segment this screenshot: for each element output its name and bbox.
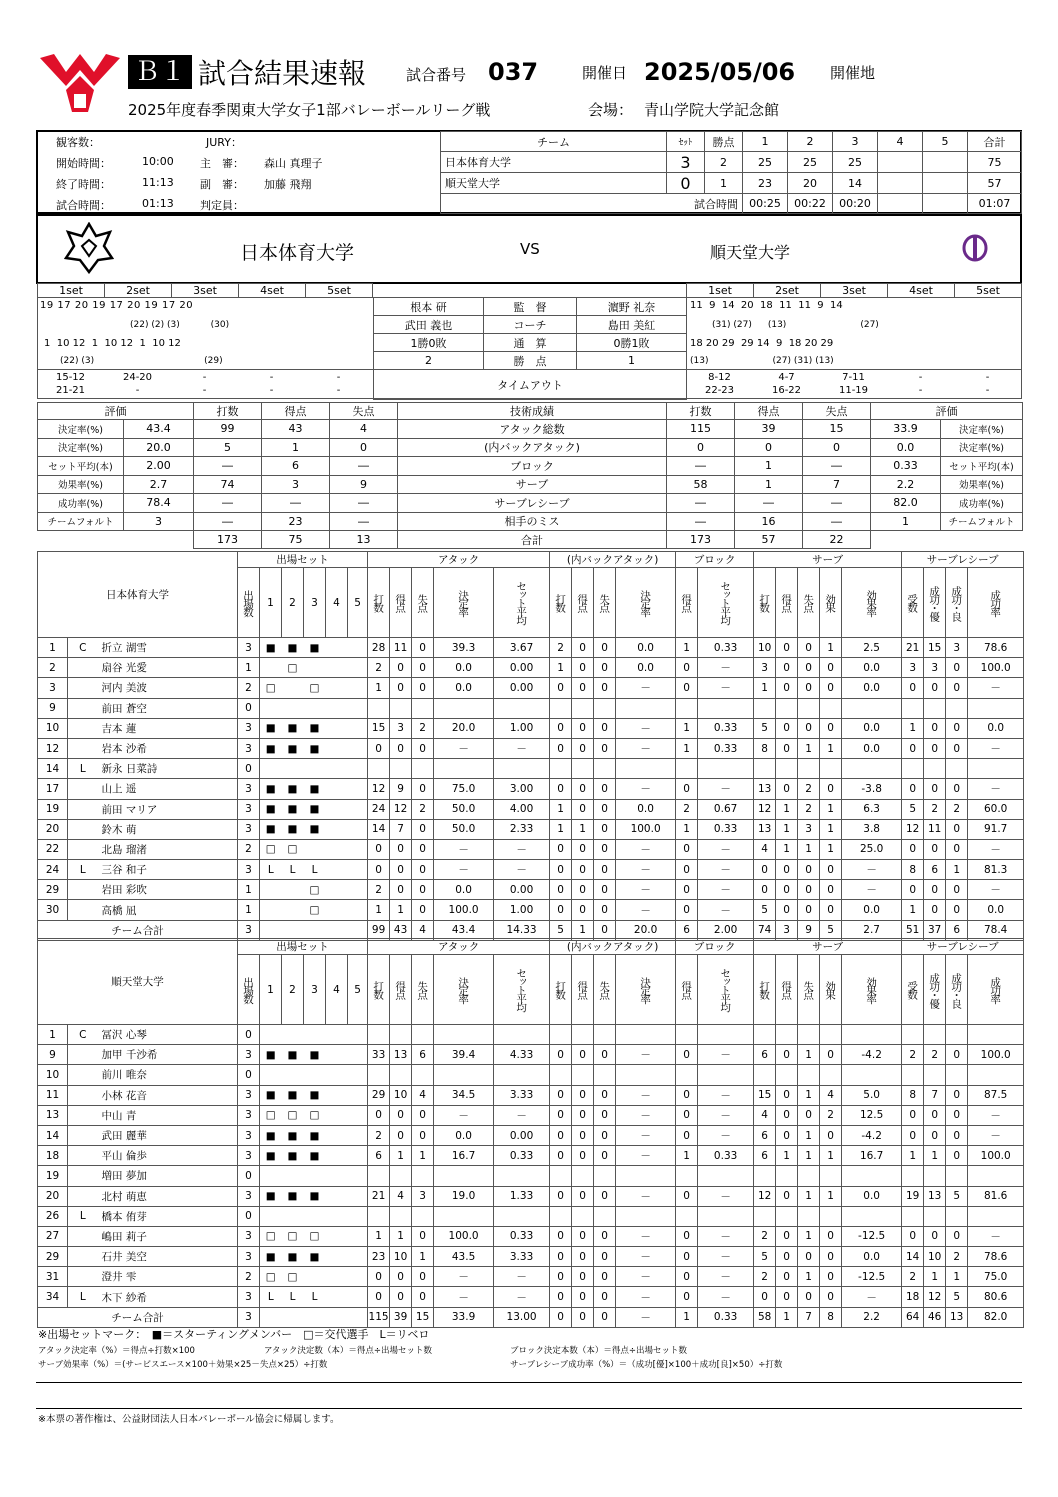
player-row: 13 中山 青 3 □ □ □ 0 0 0 － － 0 0 0 － 0 － 4 0 0 2 12.5 0 0 0 －: [38, 1105, 1024, 1125]
division-badge: Ｂ１: [128, 55, 192, 89]
stats-row: チームフォルト 3 ― 23 ― 相手のミス ― 16 ― 1 チームフォルト: [38, 512, 1023, 531]
player-row: 10 吉本 蓮 3 ■ ■ ■ 15 3 2 20.0 1.00 0 0 0 － 1 0.33 5 0 0 0 0.0 1 0 0 0.0: [38, 718, 1024, 738]
player-row: 14 武田 麗華 3 ■ ■ ■ 2 0 0 0.0 0.00 0 0 0 － 0 － 6 0 1 0 -4.2 0 0 0 －: [38, 1125, 1024, 1145]
player-row: 20 北村 萌恵 3 ■ ■ ■ 21 4 3 19.0 1.33 0 0 0 － 0 － 12 0 1 1 0.0 19 13 5 81.6: [38, 1186, 1024, 1206]
away-team-name: 順天堂大学: [710, 243, 791, 262]
score-row-home: 日本体育大学 3 2 25 25 25 75: [441, 152, 1022, 173]
player-row: 19 前田 マリア 3 ■ ■ ■ 24 12 2 50.0 4.00 1 0 0 0.0 2 0.67 12 1 2 1 6.3 5 2 2 60.0: [38, 799, 1024, 819]
start-time: 10:00: [142, 155, 174, 168]
player-row: 14 L 新永 日菜詩 0: [38, 759, 1024, 779]
stats-row: 決定率(%) 43.4 99 43 4 アタック総数 115 39 15 33.9 決定率(%): [38, 420, 1023, 439]
formula-attack-avg: アタック決定数（本）＝得点÷出場セット数: [264, 1346, 433, 1356]
player-row: 24 L 三谷 和子 3 L L L 0 0 0 － － 0 0 0 － 0 － 0 0 0 0 － 8 6 1 81.3: [38, 860, 1024, 880]
jva-logo: [36, 50, 124, 114]
formula-receive: サーブレシーブ成功率（%）＝（成功[優]×100＋成功[良]×50）÷打数: [510, 1360, 783, 1370]
set-mark-legend: ※出場セットマーク： ■＝スターティングメンバー □＝交代選手 L＝リベロ: [38, 1328, 430, 1341]
player-row: 9 加甲 千沙希 3 ■ ■ ■ 33 13 6 39.4 4.33 0 0 0 － 0 － 6 0 1 0 -4.2 2 2 0 100.0: [38, 1045, 1024, 1065]
player-row: 3 河内 美波 2 □ □ 1 0 0 0.0 0.00 0 0 0 － 0 － 1 0 0 0 0.0 0 0 0 －: [38, 678, 1024, 698]
team-stats-table: 評価 打数 得点 失点 技術成績 打数 得点 失点 評価 決定率(%) 43.4 99 43 4 アタック総数 115 39 15 33.9 決定率(%) 決定率(%) 20.0 5 1 0 (内バックアタック) 0 0 0 0.0 決定率(%) セット平均(本) 2.00 ― 6 ― ブロック ― 1 ― 0.33 セット平均(本) 効果率(%) 2.7 74 3 9 サーブ 58 1 7 2.2 効果率(%) 成功率(%) 78.4 ― ― ― サーブレシーブ ― ― ― 82.0 成功率(%) チームフォルト 3 ― 23 ― 相手のミス ― 16 ― 1 チームフォルト 173 75 13 合計 173 57 22: [37, 402, 1023, 549]
home-sets-table: 1set 2set 3set 4set 5set: [37, 283, 373, 298]
away-set-points: 11 9 14 20 18 11 11 9 14: [690, 300, 843, 311]
player-row: 11 小林 花音 3 ■ ■ ■ 29 10 4 34.5 3.33 0 0 0 － 0 － 15 0 1 4 5.0 8 7 0 87.5: [38, 1085, 1024, 1105]
stats-row: 効果率(%) 2.7 74 3 9 サーブ 58 1 7 2.2 効果率(%): [38, 475, 1023, 494]
player-row: 18 平山 倫歩 3 ■ ■ ■ 6 1 1 16.7 0.33 0 0 0 － 1 0.33 6 1 1 1 16.7 1 1 0 100.0: [38, 1146, 1024, 1166]
away-emblem-icon: [962, 234, 988, 262]
copyright-note: ※本票の著作権は、公益財団法人日本バレーボール協会に帰属します。: [38, 1414, 340, 1425]
date-label: 開催日: [582, 64, 628, 82]
team-total-row: チーム合計 3 99 43 4 43.4 14.33 5 1 0 20.0 6 2.00 74 3 9 5 2.7 51 37 6 78.4: [38, 920, 1024, 940]
away-sets-table: 1set 2set 3set 4set 5set: [686, 283, 1022, 298]
away-timeouts: 8-12 4-7 7-11 - - 22-23 16-22 11-19 - -: [704, 372, 990, 396]
player-row: 22 北島 瑠渚 2 □ □ 0 0 0 － － 0 0 0 － 0 － 4 1 1 1 25.0 0 0 0 －: [38, 839, 1024, 859]
staff-table: 根本 研 監 督 濵野 礼奈 武田 義也 コーチ 島田 美紅 1勝0敗 通 算 0勝1敗 2 勝 点 1 タイムアウト: [373, 297, 687, 400]
player-row: 1 C 冨沢 心琴 0: [38, 1025, 1024, 1045]
league-name: 2025年度春季関東大学女子1部バレーボールリーグ戦: [128, 101, 491, 119]
formula-attack: アタック決定率（%）＝得点÷打数×100: [38, 1346, 195, 1356]
stats-row: 決定率(%) 20.0 5 1 0 (内バックアタック) 0 0 0 0.0 決定率(%): [38, 438, 1023, 457]
duration: 01:13: [142, 197, 174, 210]
hall-name: 青山学院大学記念館: [644, 101, 780, 119]
player-row: 29 岩田 彩吹 1 □ 2 0 0 0.0 0.00 0 0 0 － 0 － 0 0 0 0 － 0 0 0 －: [38, 880, 1024, 900]
team-total-row: チーム合計 3 115 39 15 33.9 13.00 0 0 0 － 1 0.33 58 1 7 8 2.2 64 46 13 82.0: [38, 1307, 1024, 1327]
spectators-label: 観客数：: [56, 136, 100, 149]
end-time: 11:13: [142, 176, 174, 189]
end-label: 終了時間：: [56, 178, 111, 191]
set-times-row: 試合時間 00:25 00:22 00:20 01:07: [441, 194, 1022, 214]
player-row: 10 前川 唯奈 0: [38, 1065, 1024, 1085]
report-title: 試合結果速報: [198, 57, 367, 90]
referee1-label: 主 審：: [200, 157, 244, 170]
judge-label: 判定員：: [200, 199, 244, 212]
score-row-away: 順天堂大学 0 1 23 20 14 57: [441, 173, 1022, 194]
away-player-table: 順天堂大学 出場セット アタック (内バックアタック) ブロック サーブ サーブレシーブ 出場数 1 2 3 4 5 打数 得点 失点 決定率 セット平均 打数 得点 失点 決定率 得点 セット平均 打数 得点 失点 効果 効果率 受数 成功・優 成功・良 成功率 1 C 冨沢 心琴 0 9 加甲 千沙希 3 ■ ■ ■ 33 13 6 39.4 4.33 0 0 0 － 0 － 6 0 1 0 -4.2 2 2 0 100.0 10 前川 唯奈 0 11 小林 花音 3 ■ ■ ■ 29 10 4 34.5 3.33 0 0 0 － 0 － 15 0 1 4 5.0 8 7 0 87.5 13 中山 青 3 □ □ □ 0 0 0 － － 0 0 0 － 0 － 4 0 0 2 12.5 0 0 0 － 14 武田 麗華 3 ■ ■ ■ 2 0 0 0.0 0.00 0 0 0 － 0 － 6 0 1 0 -4.2 0 0 0 － 18 平山 倫歩 3 ■ ■ ■ 6 1 1 16.7 0.33 0 0 0 － 1 0.33 6 1 1 1 16.7 1 1 0 100.0 19 増田 夢加 0 20 北村 萌恵 3 ■ ■ ■ 21 4 3 19.0 1.33 0 0 0 － 0 － 12 0 1 1 0.0 19 13 5 81.6 26 L 橋本 侑芽 0 27 嶋田 莉子 3 □ □ □ 1 1 0 100.0 0.33 0 0 0 － 0 － 2 0 1 0 -12.5 0 0 0 － 29 石井 美空 3 ■ ■ ■ 23 10 1 43.5 3.33 0 0 0 － 0 － 5 0 0 0 0.0 14 10 2 78.6 31 澄井 雫 2 □ □ 0 0 0 － － 0 0 0 － 0 － 2 0 1 0 -12.5 2 1 1 75.0 34 L 木下 紗希 3 L L L 0 0 0 － － 0 0 0 － 0 － 0 0 0 0 － 18 12 5 80.6 チーム合計 3 115 39 15 33.9 13.00 0 0 0 － 1 0.33 58 1 7 8 2.2 64 46 13 82.0: [37, 938, 1024, 1328]
hall-label: 会場：: [588, 101, 634, 119]
player-row: 2 扇谷 光愛 1 □ 2 0 0 0.0 0.00 1 0 0 0.0 0 － 3 0 0 0 0.0 3 3 0 100.0: [38, 658, 1024, 678]
referee1-name: 森山 真理子: [264, 157, 323, 170]
match-no-label: 試合番号: [406, 66, 467, 84]
venue-label: 開催地: [830, 64, 876, 82]
start-label: 開始時間：: [56, 157, 111, 170]
player-row: 12 岩本 沙希 3 ■ ■ ■ 0 0 0 － － 0 0 0 － 1 0.33 8 0 1 1 0.0 0 0 0 －: [38, 738, 1024, 758]
home-emblem-icon: [64, 222, 114, 274]
player-row: 30 高橋 凪 1 □ 1 1 0 100.0 1.00 0 0 0 － 0 － 5 0 0 0 0.0 1 0 0 0.0: [38, 900, 1024, 920]
player-row: 27 嶋田 莉子 3 □ □ □ 1 1 0 100.0 0.33 0 0 0 － 0 － 2 0 1 0 -12.5 0 0 0 －: [38, 1226, 1024, 1246]
player-row: 19 増田 夢加 0: [38, 1166, 1024, 1186]
score-table: チーム ｾｯﾄ 勝点 1 2 3 4 5 合計 日本体育大学 3 2 25 25 25 75 順天堂大学 0 1 23 20 14 57 試合時間 00:25 00:22 00:20 01:07: [440, 131, 1022, 214]
player-row: 31 澄井 雫 2 □ □ 0 0 0 － － 0 0 0 － 0 － 2 0 1 0 -12.5 2 1 1 75.0: [38, 1267, 1024, 1287]
home-timeouts: 15-12 24-20 - - - 21-21 - - - -: [55, 372, 341, 396]
jury-label: JURY：: [206, 136, 242, 149]
vs-label: VS: [520, 240, 540, 258]
player-row: 20 鈴木 萌 3 ■ ■ ■ 14 7 0 50.0 2.33 1 1 0 100.0 1 0.33 13 1 3 1 3.8 12 11 0 91.7: [38, 819, 1024, 839]
stats-row: セット平均(本) 2.00 ― 6 ― ブロック ― 1 ― 0.33 セット平均(本): [38, 457, 1023, 476]
formula-block: ブロック決定本数（本）＝得点÷出場セット数: [510, 1346, 687, 1356]
timeout-label: タイムアウト: [374, 370, 687, 400]
match-no: 037: [488, 58, 539, 86]
duration-label: 試合時間：: [56, 199, 111, 212]
home-player-table: 日本体育大学 出場セット アタック (内バックアタック) ブロック サーブ サーブレシーブ 出場数 1 2 3 4 5 打数 得点 失点 決定率 セット平均 打数 得点 失点 決定率 得点 セット平均 打数 得点 失点 効果 効果率 受数 成功・優 成功・良 成功率 1 C 折立 湖雪 3 ■ ■ ■ 28 11 0 39.3 3.67 2 0 0 0.0 1 0.33 10 0 0 1 2.5 21 15 3 78.6 2 扇谷 光愛 1 □ 2 0 0 0.0 0.00 1 0 0 0.0 0 － 3 0 0 0 0.0 3 3 0 100.0 3 河内 美波 2 □ □ 1 0 0 0.0 0.00 0 0 0 － 0 － 1 0 0 0 0.0 0 0 0 － 9 前田 蒼空 0 10 吉本 蓮 3 ■ ■ ■ 15 3 2 20.0 1.00 0 0 0 － 1 0.33 5 0 0 0 0.0 1 0 0 0.0 12 岩本 沙希 3 ■ ■ ■ 0 0 0 － － 0 0 0 － 1 0.33 8 0 1 1 0.0 0 0 0 － 14 L 新永 日菜詩 0 17 山上 遥 3 ■ ■ ■ 12 9 0 75.0 3.00 0 0 0 － 0 － 13 0 2 0 -3.8 0 0 0 － 19 前田 マリア 3 ■ ■ ■ 24 12 2 50.0 4.00 1 0 0 0.0 2 0.67 12 1 2 1 6.3 5 2 2 60.0 20 鈴木 萌 3 ■ ■ ■ 14 7 0 50.0 2.33 1 1 0 100.0 1 0.33 13 1 3 1 3.8 12 11 0 91.7 22 北島 瑠渚 2 □ □ 0 0 0 － － 0 0 0 － 0 － 4 1 1 1 25.0 0 0 0 － 24 L 三谷 和子 3 L L L 0 0 0 － － 0 0 0 － 0 － 0 0 0 0 － 8 6 1 81.3 29 岩田 彩吹 1 □ 2 0 0 0.0 0.00 0 0 0 － 0 － 0 0 0 0 － 0 0 0 － 30 高橋 凪 1 □ 1 1 0 100.0 1.00 0 0 0 － 0 － 5 0 0 0 0.0 1 0 0 0.0 チーム合計 3 99 43 4 43.4 14.33 5 1 0 20.0 6 2.00 74 3 9 5 2.7 51 37 6 78.4: [37, 551, 1024, 941]
player-row: 34 L 木下 紗希 3 L L L 0 0 0 － － 0 0 0 － 0 － 0 0 0 0 － 18 12 5 80.6: [38, 1287, 1024, 1307]
stats-row: 成功率(%) 78.4 ― ― ― サーブレシーブ ― ― ― 82.0 成功率(%): [38, 494, 1023, 513]
referee2-label: 副 審：: [200, 178, 244, 191]
home-set-points: 19 17 20 19 17 20 19 17 20: [40, 300, 194, 311]
player-row: 1 C 折立 湖雪 3 ■ ■ ■ 28 11 0 39.3 3.67 2 0 0 0.0 1 0.33 10 0 0 1 2.5 21 15 3 78.6: [38, 638, 1024, 658]
stats-total-row: 173 75 13 合計 173 57 22: [38, 531, 1023, 549]
formula-serve: サーブ効果率（%）＝(サービスエース×100＋効果×25－失点×25）÷打数: [38, 1360, 328, 1370]
home-team-name: 日本体育大学: [240, 242, 355, 264]
player-row: 9 前田 蒼空 0: [38, 698, 1024, 718]
player-row: 29 石井 美空 3 ■ ■ ■ 23 10 1 43.5 3.33 0 0 0 － 0 － 5 0 0 0 0.0 14 10 2 78.6: [38, 1247, 1024, 1267]
player-row: 26 L 橋本 侑芽 0: [38, 1206, 1024, 1226]
match-date: 2025/05/06: [644, 58, 796, 86]
referee2-name: 加藤 飛翔: [264, 178, 312, 191]
player-row: 17 山上 遥 3 ■ ■ ■ 12 9 0 75.0 3.00 0 0 0 － 0 － 13 0 2 0 -3.8 0 0 0 －: [38, 779, 1024, 799]
